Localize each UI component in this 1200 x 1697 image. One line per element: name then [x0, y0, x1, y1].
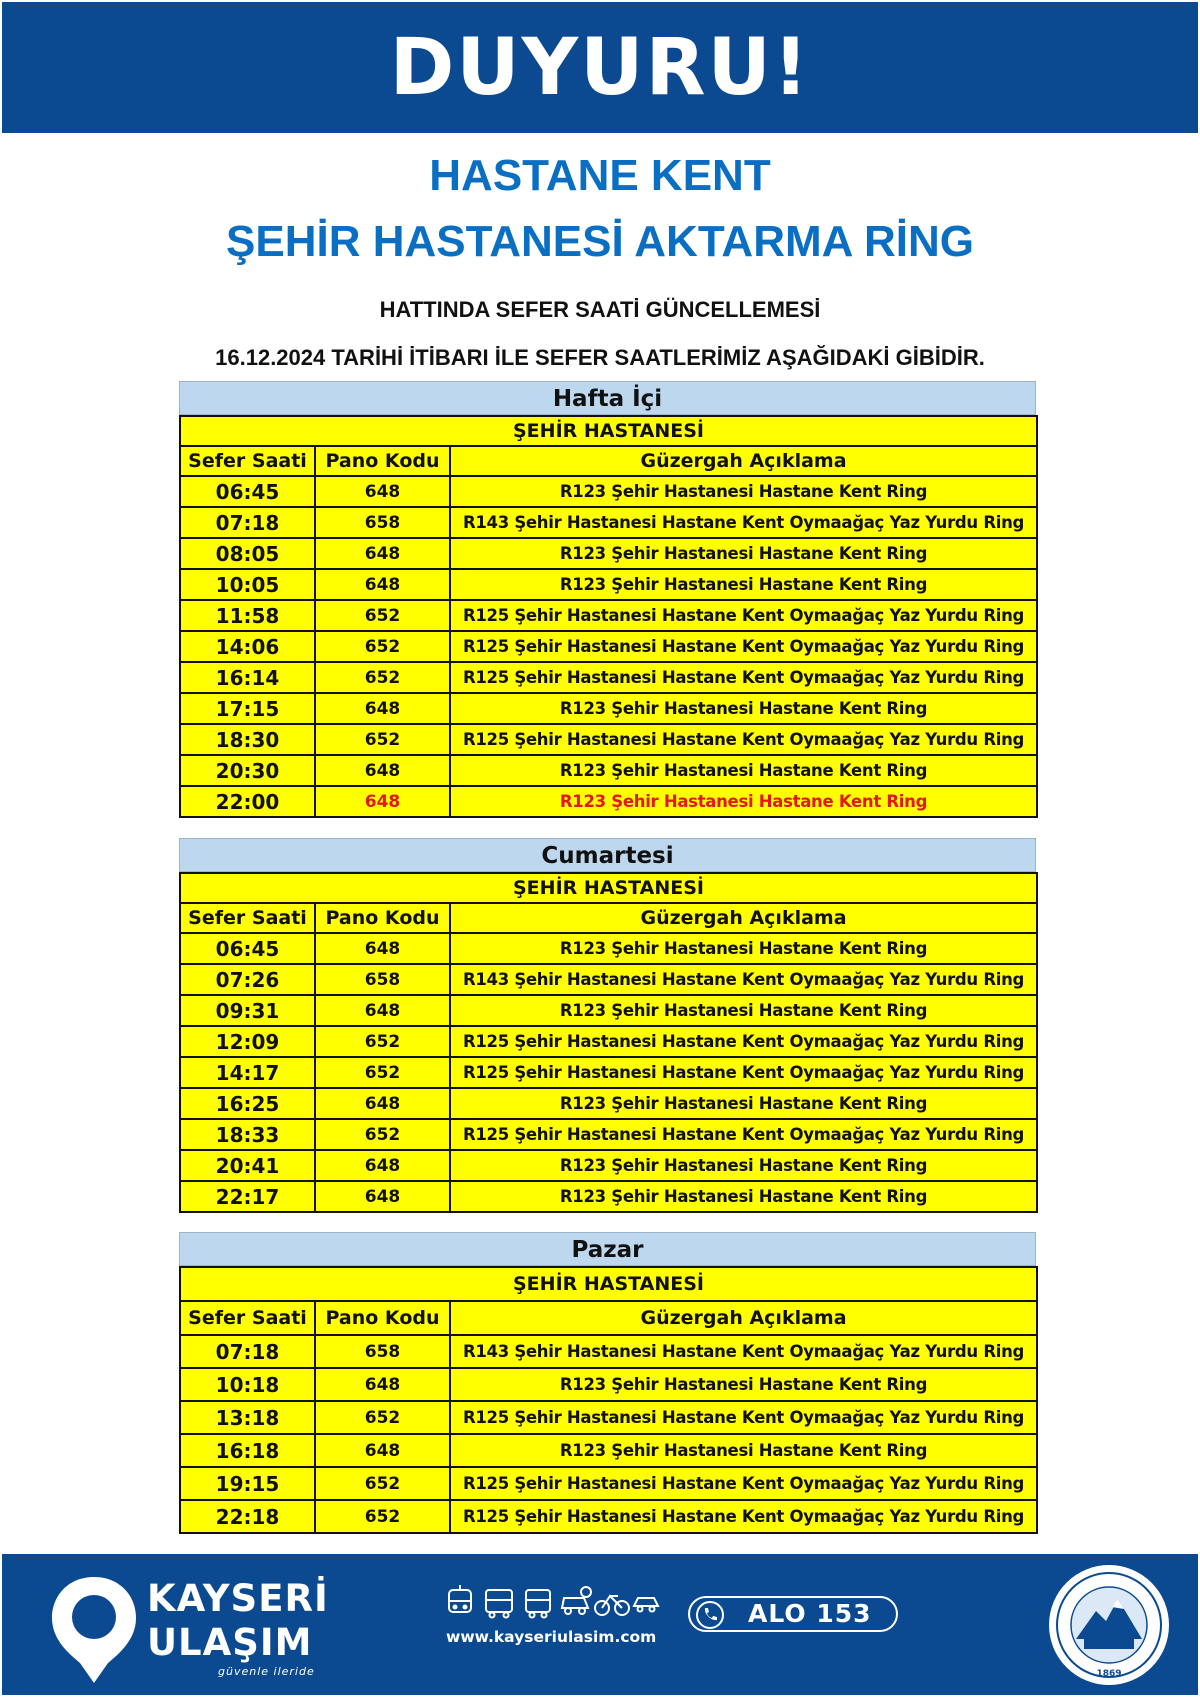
location-pin-logo-icon — [46, 1571, 142, 1689]
route-description: R143 Şehir Hastanesi Hastane Kent Oymaağaç Yaz Yurdu Ring — [450, 1335, 1037, 1368]
departure-time: 22:17 — [180, 1181, 315, 1212]
table-row — [180, 538, 1037, 569]
departure-time: 11:58 — [180, 600, 315, 631]
place-row — [180, 416, 1037, 446]
table-row — [180, 755, 1037, 786]
table-row — [180, 600, 1037, 631]
column-header-code: Pano Kodu — [315, 903, 450, 933]
schedule-table — [179, 1266, 1038, 1534]
table-row — [180, 1119, 1037, 1150]
schedule-weekday — [179, 381, 1036, 818]
table-row — [180, 1401, 1037, 1434]
route-description: R123 Şehir Hastanesi Hastane Kent Ring — [450, 755, 1037, 786]
route-description: R123 Şehir Hastanesi Hastane Kent Ring — [450, 569, 1037, 600]
table-row — [180, 964, 1037, 995]
column-header-row — [180, 903, 1037, 933]
route-description: R125 Şehir Hastanesi Hastane Kent Oymaağaç Yaz Yurdu Ring — [450, 1026, 1037, 1057]
departure-time: 12:09 — [180, 1026, 315, 1057]
board-code: 648 — [315, 569, 450, 600]
place-name: ŞEHİR HASTANESİ — [180, 873, 1037, 903]
column-header-time: Sefer Saati — [180, 446, 315, 476]
table-row — [180, 724, 1037, 755]
route-description: R143 Şehir Hastanesi Hastane Kent Oymaağaç Yaz Yurdu Ring — [450, 964, 1037, 995]
route-description: R125 Şehir Hastanesi Hastane Kent Oymaağaç Yaz Yurdu Ring — [450, 662, 1037, 693]
board-code: 652 — [315, 1057, 450, 1088]
column-header-code: Pano Kodu — [315, 1301, 450, 1335]
page-title-line1: HASTANE KENT — [429, 151, 771, 200]
departure-time: 06:45 — [180, 476, 315, 507]
column-header-time: Sefer Saati — [180, 903, 315, 933]
board-code: 648 — [315, 476, 450, 507]
departure-time: 16:18 — [180, 1434, 315, 1467]
board-code: 648 — [315, 933, 450, 964]
departure-time: 17:15 — [180, 693, 315, 724]
route-description: R125 Şehir Hastanesi Hastane Kent Oymaağaç Yaz Yurdu Ring — [450, 1401, 1037, 1434]
departure-time: 18:33 — [180, 1119, 315, 1150]
page-title-line2: ŞEHİR HASTANESİ AKTARMA RİNG — [226, 217, 974, 266]
table-row — [180, 1335, 1037, 1368]
car-icon — [562, 1587, 591, 1614]
board-code: 658 — [315, 507, 450, 538]
departure-time: 08:05 — [180, 538, 315, 569]
table-row — [180, 693, 1037, 724]
table-row — [180, 995, 1037, 1026]
board-code: 652 — [315, 1401, 450, 1434]
table-row — [180, 933, 1037, 964]
day-header: Cumartesi — [179, 838, 1036, 872]
board-code: 648 — [315, 995, 450, 1026]
transport-icons — [446, 1584, 662, 1620]
website-link[interactable]: www.kayseriulasim.com — [446, 1628, 657, 1646]
announcement-title: DUYURU! — [389, 23, 811, 113]
column-header-route: Güzergah Açıklama — [450, 1301, 1037, 1335]
day-header: Pazar — [179, 1232, 1036, 1266]
board-code: 652 — [315, 600, 450, 631]
departure-time: 06:45 — [180, 933, 315, 964]
table-row — [180, 476, 1037, 507]
table-row — [180, 1467, 1037, 1500]
bus-icon — [526, 1590, 550, 1618]
hotline-number: ALO 153 — [748, 1599, 872, 1628]
board-code: 648 — [315, 1368, 450, 1401]
board-code: 652 — [315, 1119, 450, 1150]
departure-time: 22:00 — [180, 786, 315, 817]
departure-time: 18:30 — [180, 724, 315, 755]
place-row — [180, 873, 1037, 903]
route-description: R123 Şehir Hastanesi Hastane Kent Ring — [450, 693, 1037, 724]
route-description: R123 Şehir Hastanesi Hastane Kent Ring — [450, 786, 1037, 817]
route-description: R125 Şehir Hastanesi Hastane Kent Oymaağaç Yaz Yurdu Ring — [450, 600, 1037, 631]
board-code: 652 — [315, 631, 450, 662]
departure-time: 07:26 — [180, 964, 315, 995]
table-row — [180, 1434, 1037, 1467]
route-description: R125 Şehir Hastanesi Hastane Kent Oymaağaç Yaz Yurdu Ring — [450, 1500, 1037, 1533]
departure-time: 07:18 — [180, 1335, 315, 1368]
route-description: R123 Şehir Hastanesi Hastane Kent Ring — [450, 1434, 1037, 1467]
route-description: R123 Şehir Hastanesi Hastane Kent Ring — [450, 476, 1037, 507]
route-description: R123 Şehir Hastanesi Hastane Kent Ring — [450, 995, 1037, 1026]
place-row — [180, 1267, 1037, 1301]
table-row — [180, 1500, 1037, 1533]
departure-time: 13:18 — [180, 1401, 315, 1434]
board-code: 648 — [315, 1150, 450, 1181]
board-code: 648 — [315, 1434, 450, 1467]
route-description: R123 Şehir Hastanesi Hastane Kent Ring — [450, 933, 1037, 964]
place-name: ŞEHİR HASTANESİ — [180, 416, 1037, 446]
board-code: 648 — [315, 755, 450, 786]
table-row — [180, 1368, 1037, 1401]
table-row — [180, 1088, 1037, 1119]
bicycle-icon — [595, 1596, 629, 1615]
table-row — [180, 569, 1037, 600]
seal-year: 1869 — [1096, 1669, 1122, 1679]
departure-time: 09:31 — [180, 995, 315, 1026]
route-description: R125 Şehir Hastanesi Hastane Kent Oymaağaç Yaz Yurdu Ring — [450, 1119, 1037, 1150]
departure-time: 16:14 — [180, 662, 315, 693]
board-code: 652 — [315, 1467, 450, 1500]
board-code: 648 — [315, 1088, 450, 1119]
departure-time: 14:17 — [180, 1057, 315, 1088]
table-row — [180, 662, 1037, 693]
table-row — [180, 507, 1037, 538]
schedule-table — [179, 872, 1038, 1213]
route-description: R125 Şehir Hastanesi Hastane Kent Oymaağaç Yaz Yurdu Ring — [450, 724, 1037, 755]
column-header-route: Güzergah Açıklama — [450, 446, 1037, 476]
day-header: Hafta İçi — [179, 381, 1036, 415]
brand-name-line1: KAYSERİ — [147, 1577, 329, 1620]
route-description: R123 Şehir Hastanesi Hastane Kent Ring — [450, 1368, 1037, 1401]
brand-name-line2: ULAŞIM — [147, 1621, 313, 1664]
route-description: R123 Şehir Hastanesi Hastane Kent Ring — [450, 1088, 1037, 1119]
column-header-route: Güzergah Açıklama — [450, 903, 1037, 933]
table-row — [180, 786, 1037, 817]
route-description: R125 Şehir Hastanesi Hastane Kent Oymaağaç Yaz Yurdu Ring — [450, 1467, 1037, 1500]
table-row — [180, 1026, 1037, 1057]
place-name: ŞEHİR HASTANESİ — [180, 1267, 1037, 1301]
subtitle: HATTINDA SEFER SAATİ GÜNCELLEMESİ — [379, 297, 821, 322]
column-header-row — [180, 446, 1037, 476]
board-code: 652 — [315, 1500, 450, 1533]
taxi-icon — [634, 1598, 658, 1612]
route-description: R143 Şehir Hastanesi Hastane Kent Oymaağaç Yaz Yurdu Ring — [450, 507, 1037, 538]
departure-time: 07:18 — [180, 507, 315, 538]
departure-time: 16:25 — [180, 1088, 315, 1119]
bus-icon — [486, 1590, 512, 1618]
brand-slogan: güvenle ileride — [218, 1665, 315, 1678]
phone-icon — [694, 1599, 726, 1631]
departure-time: 10:05 — [180, 569, 315, 600]
departure-time: 20:30 — [180, 755, 315, 786]
table-row — [180, 1057, 1037, 1088]
column-header-row — [180, 1301, 1037, 1335]
schedule-table — [179, 415, 1038, 818]
route-description: R123 Şehir Hastanesi Hastane Kent Ring — [450, 1150, 1037, 1181]
route-description: R123 Şehir Hastanesi Hastane Kent Ring — [450, 538, 1037, 569]
board-code: 658 — [315, 964, 450, 995]
board-code: 648 — [315, 1181, 450, 1212]
board-code: 652 — [315, 662, 450, 693]
route-description: R125 Şehir Hastanesi Hastane Kent Oymaağaç Yaz Yurdu Ring — [450, 631, 1037, 662]
column-header-time: Sefer Saati — [180, 1301, 315, 1335]
departure-time: 22:18 — [180, 1500, 315, 1533]
column-header-code: Pano Kodu — [315, 446, 450, 476]
departure-time: 10:18 — [180, 1368, 315, 1401]
route-description: R125 Şehir Hastanesi Hastane Kent Oymaağaç Yaz Yurdu Ring — [450, 1057, 1037, 1088]
schedule-sunday — [179, 1232, 1036, 1534]
effective-date-notice: 16.12.2024 TARİHİ İTİBARI İLE SEFER SAATLERİMİZ AŞAĞIDAKİ GİBİDİR. — [215, 345, 985, 370]
board-code: 652 — [315, 724, 450, 755]
board-code: 648 — [315, 786, 450, 817]
municipality-seal-icon — [1046, 1559, 1172, 1691]
departure-time: 20:41 — [180, 1150, 315, 1181]
departure-time: 14:06 — [180, 631, 315, 662]
schedule-saturday — [179, 838, 1036, 1213]
table-row — [180, 631, 1037, 662]
board-code: 658 — [315, 1335, 450, 1368]
table-row — [180, 1150, 1037, 1181]
board-code: 652 — [315, 1026, 450, 1057]
board-code: 648 — [315, 693, 450, 724]
route-description: R123 Şehir Hastanesi Hastane Kent Ring — [450, 1181, 1037, 1212]
table-row — [180, 1181, 1037, 1212]
departure-time: 19:15 — [180, 1467, 315, 1500]
board-code: 648 — [315, 538, 450, 569]
tram-icon — [449, 1585, 471, 1612]
